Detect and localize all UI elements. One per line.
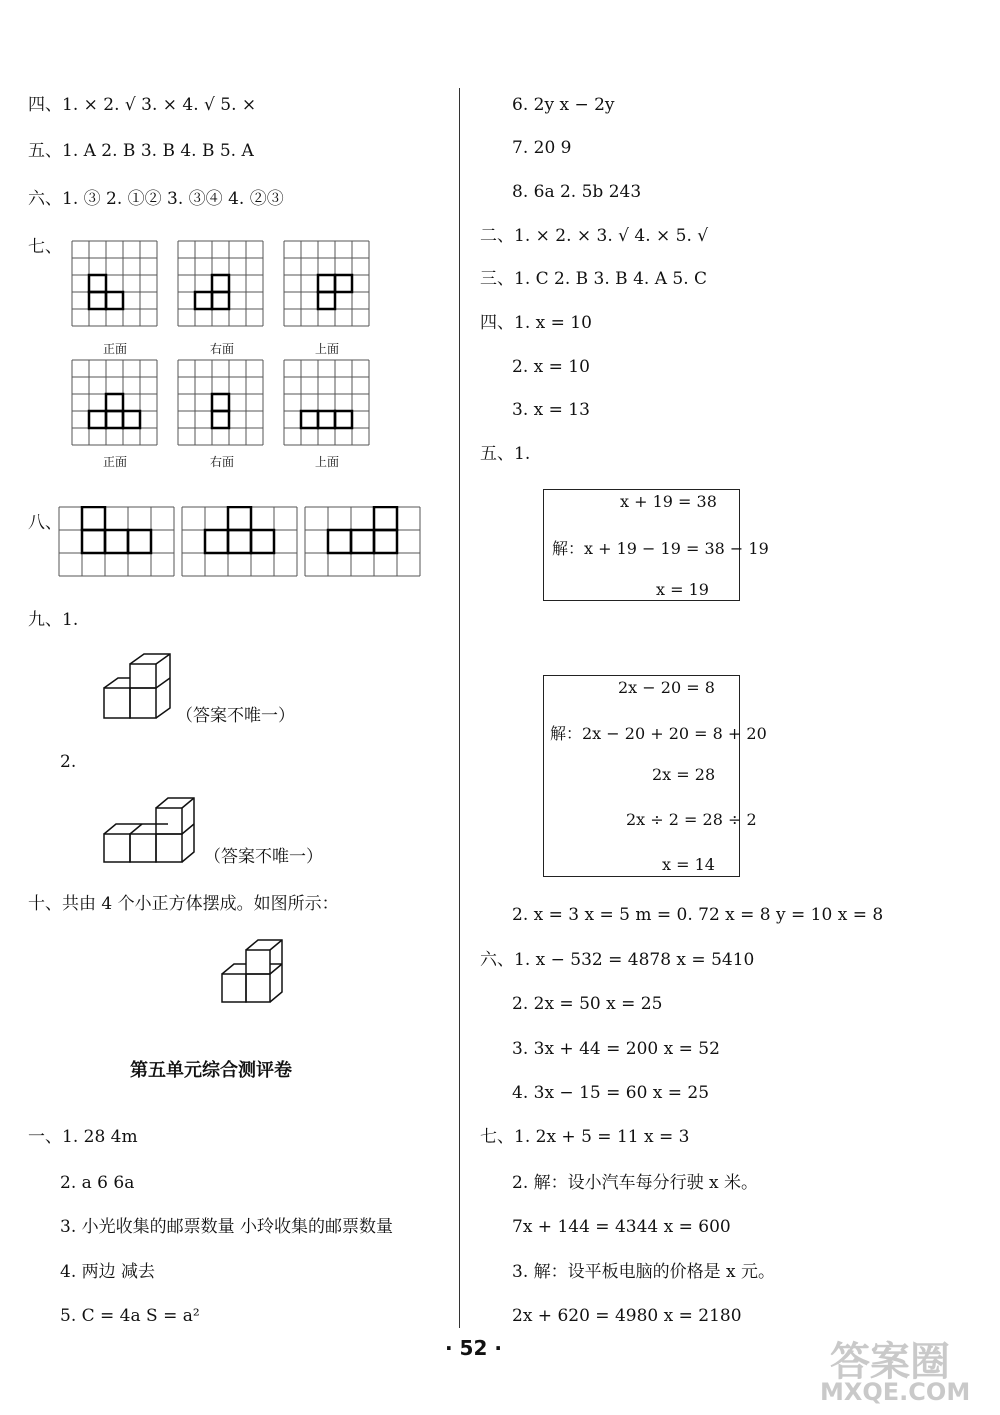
- answer-wu-1: 五、1.: [480, 444, 531, 464]
- answer-qi-3b: 2x + 620 = 4980 x = 2180: [512, 1306, 742, 1326]
- grid-caption: 正面: [102, 342, 127, 356]
- answer-qi-2b: 7x + 144 = 4344 x = 600: [512, 1217, 731, 1237]
- view-grid: [177, 359, 264, 446]
- view-grid: [71, 359, 158, 446]
- answer-shi: 十、共由 4 个小正方体摆成。如图所示：: [28, 894, 339, 914]
- answer-liu-1: 六、1. x − 532 = 4878 x = 5410: [480, 950, 755, 970]
- note-2: （答案不唯一）: [204, 847, 323, 867]
- answer-r7: 7. 20 9: [512, 138, 572, 158]
- answer-r6: 6. 2y x − 2y: [512, 95, 615, 115]
- answer-si-3: 3. x = 13: [512, 400, 590, 420]
- equation-box-2: [543, 675, 767, 877]
- answer-yi-3: 3. 小光收集的邮票数量 小玲收集的邮票数量: [60, 1217, 394, 1237]
- answer-yi-1: 一、1. 28 4m: [28, 1127, 138, 1147]
- answer-wu-2: 2. x = 3 x = 5 m = 0. 72 x = 8 y = 10 x = 8: [512, 905, 884, 925]
- page-number: · 52 ·: [445, 1336, 502, 1360]
- eq-line: x = 19: [656, 580, 709, 599]
- cube-figure-1: [100, 652, 172, 722]
- grid-caption: 上面: [314, 342, 339, 356]
- note-1: （答案不唯一）: [176, 706, 295, 726]
- answer-er: 二、1. × 2. × 3. √ 4. × 5. √: [480, 226, 709, 246]
- eq-line: x + 19 = 38: [620, 492, 717, 511]
- answer-qi-label: 七、: [28, 237, 62, 257]
- eq-line: 2x = 28: [652, 765, 716, 784]
- answer-liu-3: 3. 3x + 44 = 200 x = 52: [512, 1039, 720, 1059]
- view-grid: [181, 506, 298, 577]
- answer-qi-3a: 3. 解：设平板电脑的价格是 x 元。: [512, 1262, 776, 1282]
- view-grid: [304, 506, 421, 577]
- cube-figure-3: [218, 936, 308, 1006]
- view-grid: [283, 240, 370, 327]
- answer-si-1: 四、1. x = 10: [480, 313, 592, 333]
- equation-box-1: [543, 489, 769, 601]
- view-grid: [71, 240, 158, 327]
- answer-si-2: 2. x = 10: [512, 357, 590, 377]
- column-divider: [459, 88, 460, 1328]
- eq-line: x = 14: [662, 855, 715, 874]
- cube-figure-2: [100, 782, 200, 867]
- section-title: 第五单元综合测评卷: [130, 1060, 292, 1081]
- grid-caption: 右面: [209, 342, 234, 356]
- answer-ba-label: 八、: [28, 513, 62, 533]
- answer-liu-4: 4. 3x − 15 = 60 x = 25: [512, 1083, 710, 1103]
- answer-qi-2a: 2. 解：设小汽车每分行驶 x 米。: [512, 1173, 759, 1193]
- answer-jiu-2: 2.: [60, 752, 77, 772]
- answer-wu: 五、1. A 2. B 3. B 4. B 5. A: [28, 141, 254, 161]
- view-grid: [58, 506, 175, 577]
- view-grid: [283, 359, 370, 446]
- grid-caption: 右面: [209, 455, 234, 469]
- answer-si: 四、1. × 2. √ 3. × 4. √ 5. ×: [28, 95, 257, 115]
- answer-liu: 六、1. ③ 2. ①② 3. ③④ 4. ②③: [28, 189, 284, 209]
- eq-line: 2x − 20 = 8: [618, 678, 715, 697]
- watermark-logo: 答案圈: [830, 1339, 950, 1385]
- answer-liu-2: 2. 2x = 50 x = 25: [512, 994, 663, 1014]
- eq-line: 2x ÷ 2 = 28 ÷ 2: [626, 810, 757, 829]
- eq-line: 解：2x − 20 + 20 = 8 + 20: [550, 724, 767, 743]
- view-grid: [177, 240, 264, 327]
- answer-r8: 8. 6a 2. 5b 243: [512, 182, 642, 202]
- watermark-url: MXQE.COM: [820, 1378, 971, 1406]
- grid-caption: 正面: [102, 455, 127, 469]
- answer-san: 三、1. C 2. B 3. B 4. A 5. C: [480, 269, 708, 289]
- answer-yi-5: 5. C = 4a S = a²: [60, 1306, 200, 1326]
- answer-yi-4: 4. 两边 减去: [60, 1262, 156, 1282]
- grid-caption: 上面: [314, 455, 339, 469]
- eq-line: 解：x + 19 − 19 = 38 − 19: [552, 539, 769, 558]
- answer-jiu-1: 九、1.: [28, 610, 79, 630]
- answer-yi-2: 2. a 6 6a: [60, 1173, 135, 1193]
- answer-qi-1: 七、1. 2x + 5 = 11 x = 3: [480, 1127, 690, 1147]
